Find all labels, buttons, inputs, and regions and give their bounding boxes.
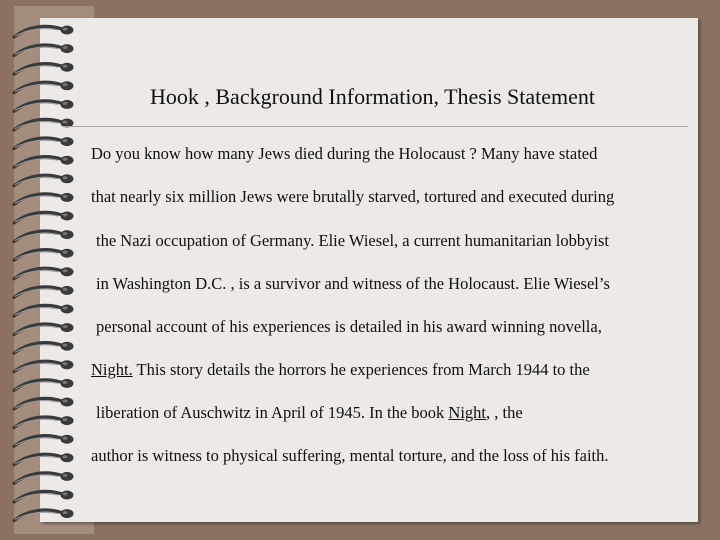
body-line-3: the Nazi occupation of Germany. Elie Wiesel, a current humanitarian lobbyist: [96, 231, 609, 250]
spiral-coil: [14, 249, 74, 261]
spiral-coil: [14, 453, 74, 465]
spiral-coil: [14, 44, 74, 56]
spiral-coil: [14, 174, 74, 186]
spiral-coil: [14, 342, 74, 354]
spiral-coil: [14, 398, 74, 410]
spiral-coil: [14, 472, 74, 484]
book-title-night-2: Night: [448, 403, 486, 422]
body-line-5: personal account of his experiences is detailed in his award winning novella,: [96, 317, 602, 336]
spiral-coil: [14, 212, 74, 224]
spiral-binding: [0, 0, 90, 540]
spiral-coil: [14, 81, 74, 93]
spiral-coil: [14, 323, 74, 335]
spiral-coil: [14, 119, 74, 131]
spiral-coil: [14, 379, 74, 391]
book-title-night: Night.: [91, 360, 133, 379]
body-line-4: in Washington D.C. , is a survivor and witness of the Holocaust. Elie Wiesel’s: [96, 274, 610, 293]
spiral-coil: [14, 193, 74, 205]
body-line-6-text: This story details the horrors he experiences from March 1944 to the: [132, 360, 590, 379]
spiral-coil: [14, 491, 74, 503]
spiral-coil: [14, 286, 74, 298]
body-line-6: [91, 360, 590, 380]
body-line-7-text: liberation of Auschwitz in April of 1945. In the book: [96, 403, 449, 422]
body-line-2: that nearly six million Jews were brutally starved, tortured and executed during: [91, 187, 615, 206]
spiral-coil: [14, 26, 74, 38]
spiral-coil: [14, 509, 74, 521]
body-line-7: [96, 403, 523, 423]
spiral-coil: [14, 156, 74, 168]
body-line-1: Do you know how many Jews died during the Holocaust ? Many have stated: [91, 144, 598, 163]
spiral-coil: [14, 435, 74, 447]
body-line-7-end: , , the: [486, 403, 523, 422]
spiral-coil: [14, 416, 74, 428]
spiral-coil: [14, 100, 74, 112]
spiral-coil: [14, 230, 74, 242]
body-line-8: author is witness to physical suffering, mental torture, and the loss of his faith.: [91, 446, 609, 465]
title-divider: [62, 126, 688, 127]
slide-title: Hook , Background Information, Thesis Statement: [150, 84, 596, 109]
spiral-coil: [14, 360, 74, 372]
spiral-coil: [14, 63, 74, 75]
spiral-coil: [14, 267, 74, 279]
spiral-coil: [14, 305, 74, 317]
spiral-coil: [14, 137, 74, 149]
